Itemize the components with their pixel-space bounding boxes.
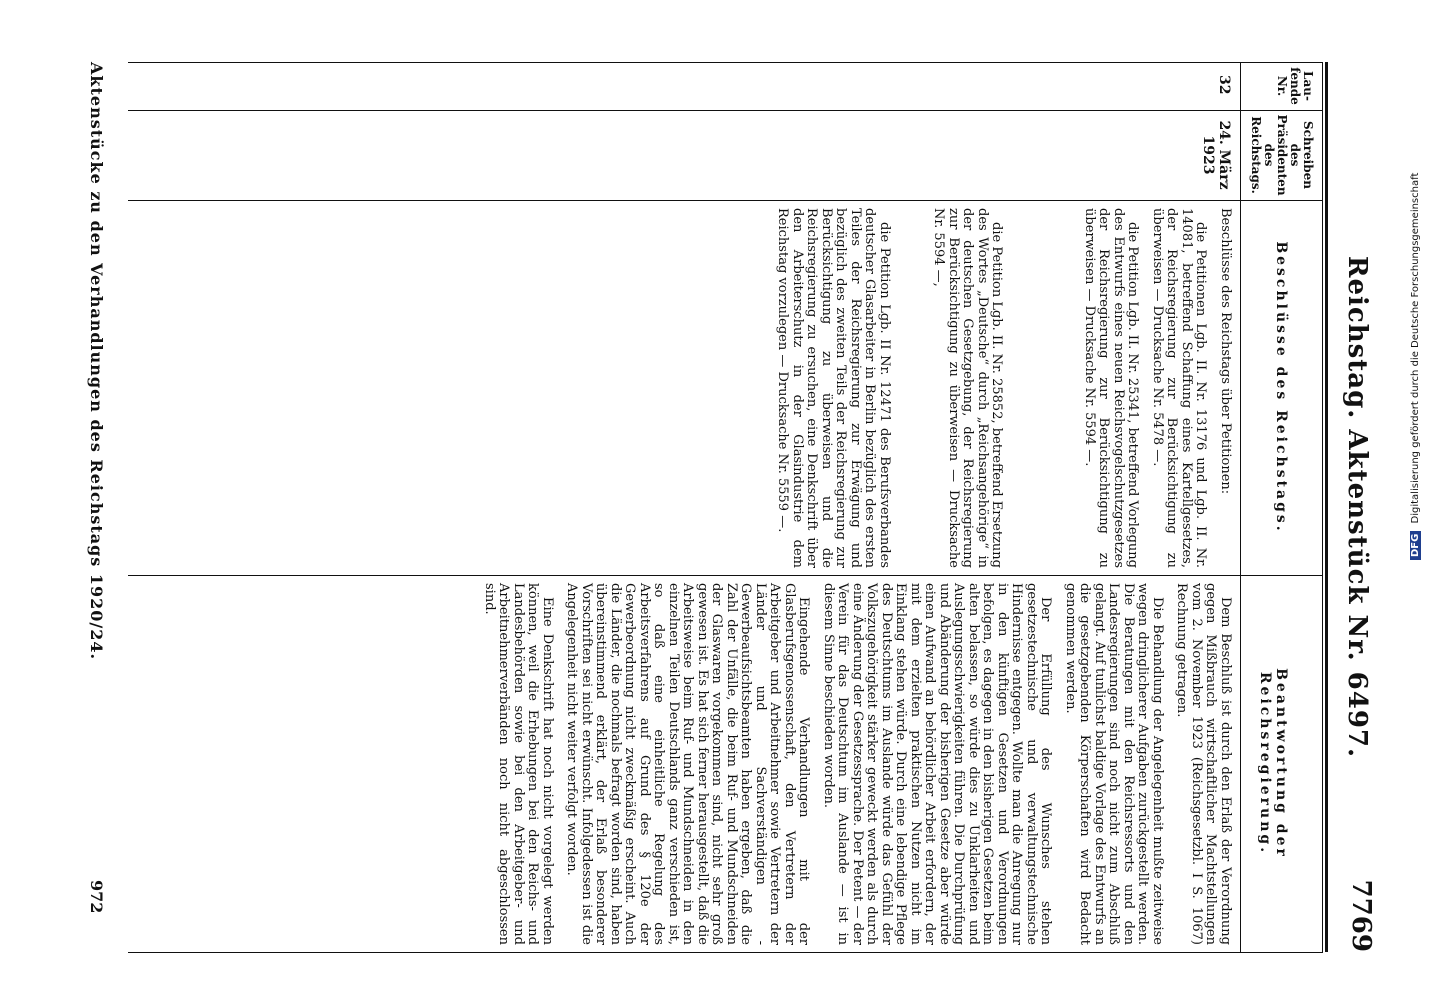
header-rule-thin	[1322, 62, 1323, 952]
column-divider-1	[128, 110, 1323, 111]
digitization-note-text: Digitalisierung gefördert durch die Deutsche Forschungsgemeinschaft	[1410, 172, 1421, 524]
row-date: 24. März 1923	[1200, 120, 1232, 190]
column-header-beschluesse: Beschlüsse des Reichstags.	[1273, 241, 1289, 534]
column-divider-3	[128, 575, 1323, 576]
beschluss-item: die Petition Lgb. II. Nr. 25341, betreffend Vorlegung des Entwurfs eines neuen Reichsvogelschutzgesetzes der Reichsregierung zur Berücksichtigung zu überweisen — Drucksache Nr. 5594 —.	[1082, 208, 1141, 568]
dfg-logo-icon: DFG	[1410, 531, 1421, 560]
header-rule-thick	[1325, 62, 1328, 952]
beschluss-item: die Petition Lgb. II. Nr. 25852, betreffend Ersetzung des Wortes „Deutsche“ durch „Reichsangehörige“ in der deutschen Gesetzgebung, der Reichsregierung zur Berücksichtigung zu überweisen — Drucksache Nr. 5594 —,	[931, 208, 1005, 568]
beantwortung-cell	[472, 583, 1233, 945]
row-number: 32	[1216, 75, 1232, 95]
digitization-note	[1410, 173, 1421, 560]
beschluss-intro: Beschlüsse des Reichstags über Petitionen:	[1218, 208, 1233, 495]
beschluss-item: die Petition Lgb. II Nr. 12471 des Berufsverbandes deutscher Glasarbeiter in Berlin bezüglich des ersten Teiles der Reichsregierung zur Erwägung und bezüglich des zweiten Teils der Reichsregierung zur Berücksichtigung zu überweisen und die Reichsregierung zu ersuchen, eine Denkschrift über den Arbeiterschutz in der Glasindustrie dem Reichstag vorzulegen — Drucksache Nr. 5559 —.	[775, 208, 892, 568]
table-border-right	[128, 952, 1323, 953]
column-header-schreiben: Schreiben des Präsidenten des Reichstags.	[1249, 114, 1315, 196]
column-header-beantwortung: Beantwortung der Reichsregierung.	[1257, 668, 1289, 859]
antwort-item: Eine Denkschrift hat noch nicht vorgelegt werden können, weil die Erhebungen bei den Reichs- und Landesbehörden sowie bei den Arbeitgeber- und Arbeitnehmerverbänden noch nicht abgeschlossen sind.	[482, 583, 555, 945]
antwort-item: Der Erfüllung des Wunsches stehen gesetzestechnische und verwaltungstechnische Hindernisse entgegen. Wollte man die Anregung nur in den künftigen Gesetzen und Verordnungen befolgen, es dagegen in den bisherigen Gesetzen beim alten belassen, so würde dies zu Unklarheiten und Auslegungsschwierigkeiten führen. Die Durchprüfung und Abänderung der bisherigen Gesetze aber würde einen Aufwand an behördlicher Arbeit erfordern, der mit dem erzielten praktischen Nutzen nicht im Einklang stehen würde. Durch eine lebendige Pflege des Deutschtums im Auslande würde das Gefühl der Volkszugehörigkeit stärker geweckt werden als durch eine Änderung der Gesetzessprache. Der Petent — der Verein für das Deutschtum im Auslande — ist in diesem Sinne beschieden worden.	[821, 583, 1054, 945]
header-row-divider	[1240, 62, 1241, 952]
page-header	[1336, 62, 1376, 952]
beschluesse-cell	[765, 208, 1232, 568]
table-border-left	[128, 62, 1323, 63]
footer-title: Aktenstücke zu den Verhandlungen des Reichstags 1920/24.	[87, 62, 106, 661]
column-divider-2	[128, 200, 1323, 201]
antwort-item: Eingehende Verhandlungen mit der Glasberufsgenossenschaft, den Vertretern der Arbeitgeber und Arbeitnehmer sowie Vertretern der Länder und Sachverständigen - Gewerbeaufsichtsbeamten haben ergeben, daß die Zahl der Unfälle, die beim Ruf- und Mundschneiden der Glaswaren vorgekommen sind, nicht sehr groß gewesen ist. Es hat sich ferner herausgestellt, daß die Arbeitsweise beim Ruf- und Mundschneiden in den einzelnen Teilen Deutschlands ganz verschieden ist, so daß eine einheitliche Regelung des Arbeitsverfahrens auf Grund des § 120e der Gewerbeordnung nicht zweckmäßig erscheint. Auch die Länder, die nochmals befragt worden sind, haben übereinstimmend erklärt, der Erlaß besonderer Vorschriften sei nicht erwünscht. Infolgedessen ist die Angelegenheit nicht weiter verfolgt worden.	[564, 583, 812, 945]
page-number: 7769	[1346, 879, 1376, 952]
antwort-item: Die Behandlung der Angelegenheit mußte zeitweise wegen dringlicherer Aufgaben zurückgestellt werden. Die Beratungen mit den Reichsressorts und den Landesregierungen sind noch nicht zum Abschluß gelangt. Auf tunlichst baldige Vorlage des Entwurfs an die gesetzgebenden Körperschaften wird Bedacht genommen werden.	[1063, 583, 1165, 945]
antwort-item: Dem Beschluß ist durch den Erlaß der Verordnung gegen Mißbrauch wirtschaftlicher Machtstellungen vom 2. November 1923 (Reichsgesetzbl. I S. 1067) Rechnung getragen.	[1174, 583, 1233, 945]
page-title: Reichstag. Aktenstück Nr. 6497.	[1342, 255, 1372, 759]
footer-page-number: 972	[87, 880, 106, 914]
column-header-laufende-nr: Lau-fende Nr.	[1275, 67, 1315, 105]
beschluss-item: die Petitionen Lgb. II. Nr. 13176 und Lgb. II. Nr. 14081, betreffend Schaffung eines Kartellgesetzes, der Reichsregierung zur Berücksichtigung zu überweisen — Drucksache Nr. 5478 —.	[1150, 208, 1209, 568]
